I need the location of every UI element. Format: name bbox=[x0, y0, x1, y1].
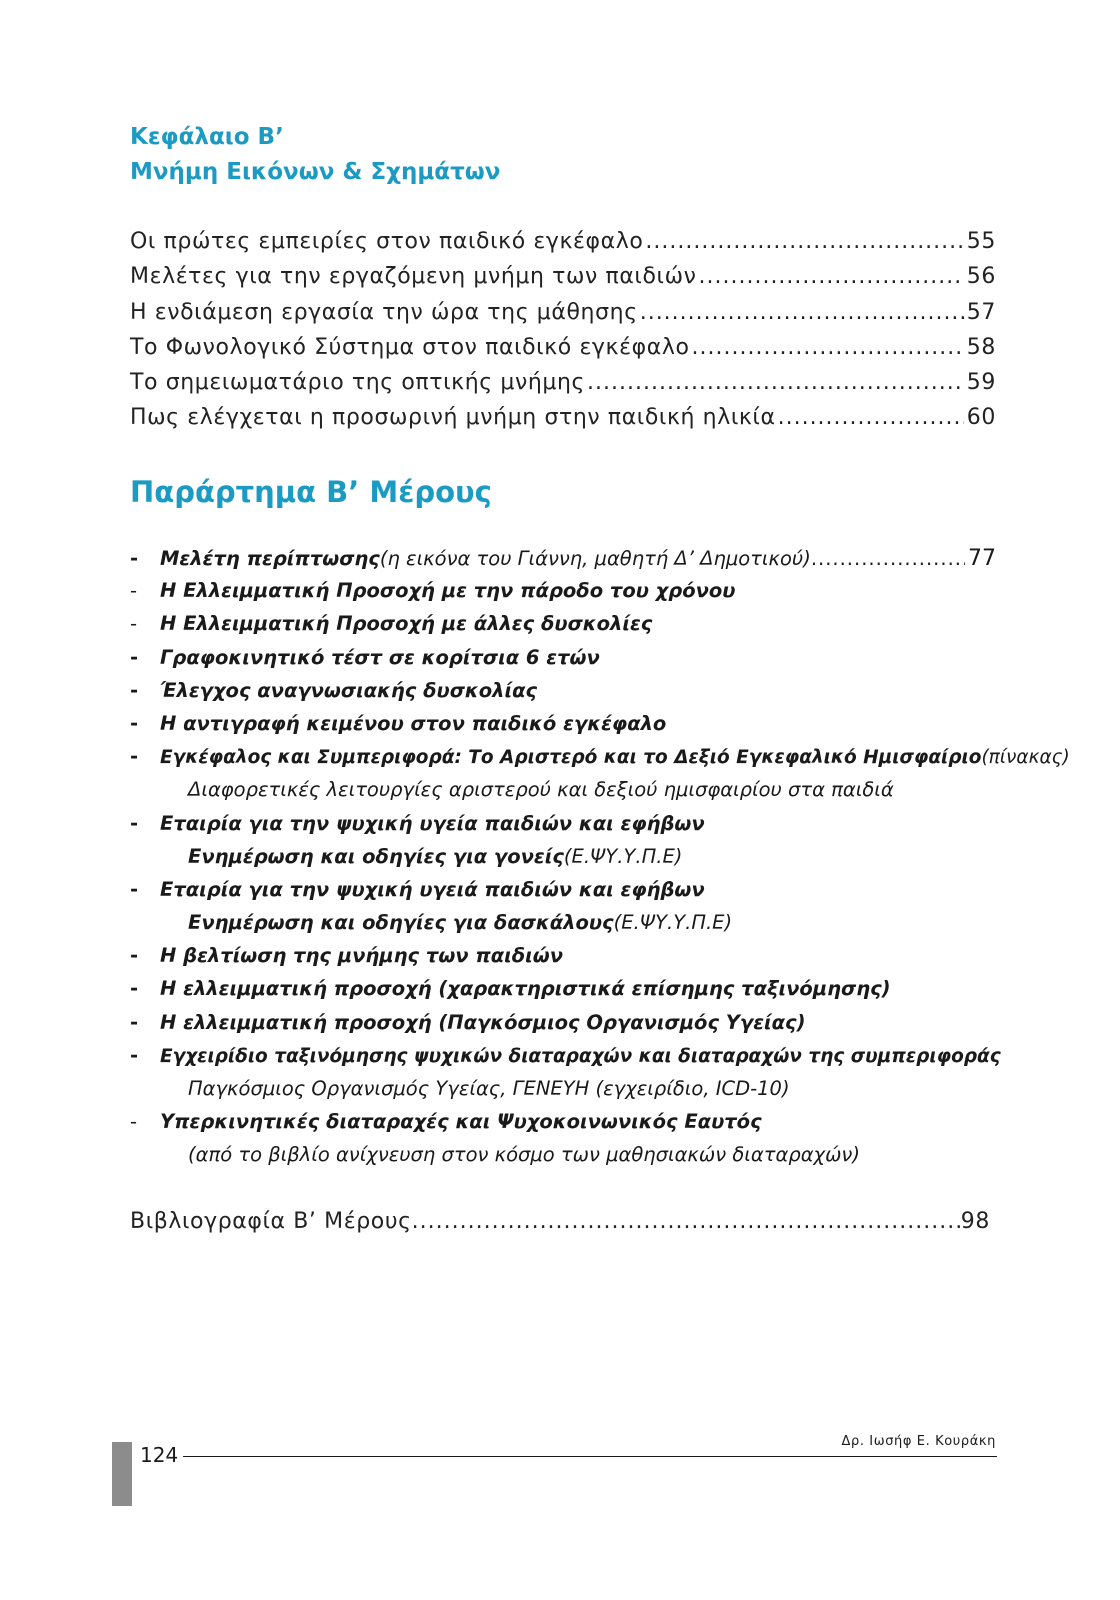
appendix-heading: Παράρτημα Β’ Μέρους bbox=[130, 475, 492, 509]
appendix-item-title: Γραφοκινητικό τέστ σε κορίτσια 6 ετών bbox=[160, 645, 600, 669]
appendix-item bbox=[130, 812, 996, 845]
appendix-item bbox=[130, 579, 996, 612]
appendix-item bbox=[130, 546, 996, 579]
toc-entry-page: 55 bbox=[966, 229, 996, 254]
toc-entry-page: 57 bbox=[966, 299, 996, 325]
appendix-item-title: Υπερκινητικές διαταραχές και Ψυχοκοινωνικός Εαυτός bbox=[160, 1110, 762, 1134]
dot-leader bbox=[587, 370, 964, 395]
appendix-item bbox=[130, 1011, 996, 1044]
appendix-item bbox=[130, 977, 996, 1010]
dot-leader bbox=[692, 335, 964, 360]
toc-entry-text: Το σημειωματάριο της οπτικής μνήμης bbox=[130, 370, 586, 396]
appendix-item-title: Η ελλειμματική προσοχή (Παγκόσμιος Οργανισμός Υγείας) bbox=[160, 1010, 806, 1034]
appendix-item bbox=[130, 712, 996, 745]
appendix-subline-title: Ενημέρωση και οδηγίες για γονείς bbox=[188, 844, 564, 868]
list-dash: - bbox=[130, 1010, 139, 1034]
list-dash: - bbox=[130, 612, 138, 636]
appendix-item-title: Εγχειρίδιο ταξινόμησης ψυχικών διαταραχών και διαταραχών της συμπεριφοράς bbox=[160, 1045, 1001, 1067]
appendix-item-subline: Παγκόσμιος Οργανισμός Υγείας, ΓΕΝΕΥΗ (εγχειρίδιο, ICD-10) bbox=[188, 1077, 790, 1100]
chapter-heading bbox=[130, 120, 500, 190]
toc-entry-text: Πως ελέγχεται η προσωρινή μνήμη στην παιδική ηλικία bbox=[130, 405, 776, 431]
toc-entry-page: 56 bbox=[966, 264, 996, 290]
list-dash: - bbox=[130, 645, 139, 669]
toc-entry-text: Μελέτες για την εργαζόμενη μνήμη των παιδιών bbox=[130, 264, 697, 290]
appendix-item-page: 77 bbox=[968, 546, 996, 571]
appendix-subline-note: (Ε.ΨΥ.Υ.Π.Ε) bbox=[613, 911, 733, 935]
list-dash: - bbox=[130, 579, 138, 603]
toc-entry-page: 58 bbox=[966, 334, 996, 360]
list-dash: - bbox=[130, 711, 139, 735]
bibliography-entry bbox=[130, 1209, 990, 1234]
dot-leader bbox=[811, 547, 965, 570]
list-dash: - bbox=[130, 547, 139, 570]
bibliography-page: 98 bbox=[960, 1209, 990, 1234]
appendix-item bbox=[130, 745, 1070, 778]
footer-author: Δρ. Ιωσήφ Ε. Κουράκη bbox=[841, 1434, 996, 1449]
list-dash: - bbox=[130, 1110, 138, 1134]
list-dash: - bbox=[130, 877, 139, 901]
appendix-item-title: Η Ελλειμματική Προσοχή με άλλες δυσκολίες bbox=[160, 612, 653, 636]
footer-rule bbox=[183, 1456, 997, 1457]
toc-entry bbox=[130, 264, 996, 299]
appendix-item-note: (πίνακας) bbox=[981, 747, 1070, 769]
appendix-item-title: Μελέτη περίπτωσης bbox=[160, 547, 380, 570]
chapter-title-line1: Κεφάλαιο Β’ bbox=[130, 124, 284, 150]
toc-entry bbox=[130, 335, 996, 370]
appendix-item bbox=[130, 612, 996, 645]
appendix-item-subline: (από το βιβλίο ανίχνευση στον κόσμο των μαθησιακών διαταραχών) bbox=[188, 1143, 860, 1167]
toc-entry bbox=[130, 300, 996, 335]
appendix-subline-note: (Ε.ΨΥ.Υ.Π.Ε) bbox=[563, 844, 683, 868]
toc-entry-page: 60 bbox=[966, 405, 996, 431]
toc-entry bbox=[130, 229, 996, 264]
dot-leader bbox=[778, 405, 964, 430]
appendix-item-title: Εταιρία για την ψυχική υγειά παιδιών και εφήβων bbox=[160, 877, 705, 901]
list-dash: - bbox=[130, 811, 139, 835]
appendix-item bbox=[130, 1043, 1001, 1077]
dot-leader bbox=[645, 229, 963, 254]
list-dash: - bbox=[130, 745, 139, 769]
appendix-item bbox=[130, 1110, 996, 1143]
list-dash: - bbox=[130, 977, 139, 1001]
appendix-item bbox=[130, 878, 996, 911]
list-dash: - bbox=[130, 678, 139, 702]
appendix-item-title: Η αντιγραφή κειμένου στον παιδικό εγκέφαλο bbox=[160, 711, 667, 735]
toc-entry bbox=[130, 405, 996, 440]
appendix-subline-title: Ενημέρωση και οδηγίες για δασκάλους bbox=[188, 911, 614, 935]
appendix-list bbox=[130, 546, 1070, 1177]
chapter-title-line2: Μνήμη Εικόνων & Σχημάτων bbox=[130, 159, 501, 185]
toc-entry-text: Η ενδιάμεση εργασία την ώρα της μάθησης bbox=[130, 299, 638, 325]
dot-leader bbox=[640, 300, 964, 325]
toc-entry-text: Το Φωνολογικό Σύστημα στον παιδικό εγκέφαλο bbox=[130, 334, 690, 360]
toc-entry-text: Οι πρώτες εμπειρίες στον παιδικό εγκέφαλο bbox=[130, 229, 644, 254]
appendix-item bbox=[130, 646, 996, 679]
toc-entry-page: 59 bbox=[966, 370, 996, 396]
appendix-item-title: Εγκέφαλος και Συμπεριφορά: Το Αριστερό και το Δεξιό Εγκεφαλικό Ημισφαίριο bbox=[160, 747, 982, 769]
footer-bar bbox=[112, 1442, 132, 1506]
list-dash: - bbox=[130, 944, 139, 968]
page-number: 124 bbox=[140, 1443, 179, 1467]
appendix-item-title: Έλεγχος αναγνωσιακής δυσκολίας bbox=[160, 678, 538, 702]
appendix-item-title: Η Ελλειμματική Προσοχή με την πάροδο του χρόνου bbox=[160, 579, 736, 603]
appendix-item-subline bbox=[130, 911, 996, 944]
dot-leader bbox=[699, 264, 964, 289]
bibliography-text: Βιβλιογραφία Β’ Μέρους bbox=[130, 1209, 412, 1234]
appendix-item-subline: Διαφορετικές λειτουργίες αριστερού και δεξιού ημισφαιρίου στα παιδιά bbox=[188, 778, 894, 802]
appendix-item-title: Η βελτίωση της μνήμης των παιδιών bbox=[160, 944, 563, 968]
appendix-item-note: (η εικόνα του Γιάννη, μαθητή Δ’ Δημοτικού) bbox=[379, 547, 811, 570]
appendix-item bbox=[130, 679, 996, 712]
appendix-item-title: Η ελλειμματική προσοχή (χαρακτηριστικά επίσημης ταξινόμησης) bbox=[160, 977, 891, 1001]
table-of-contents bbox=[130, 229, 996, 441]
appendix-item-subline bbox=[130, 845, 996, 878]
toc-entry bbox=[130, 370, 996, 405]
appendix-item bbox=[130, 944, 996, 977]
dot-leader bbox=[412, 1209, 961, 1234]
appendix-item-title: Εταιρία για την ψυχική υγεία παιδιών και εφήβων bbox=[160, 811, 705, 835]
list-dash: - bbox=[130, 1043, 139, 1067]
